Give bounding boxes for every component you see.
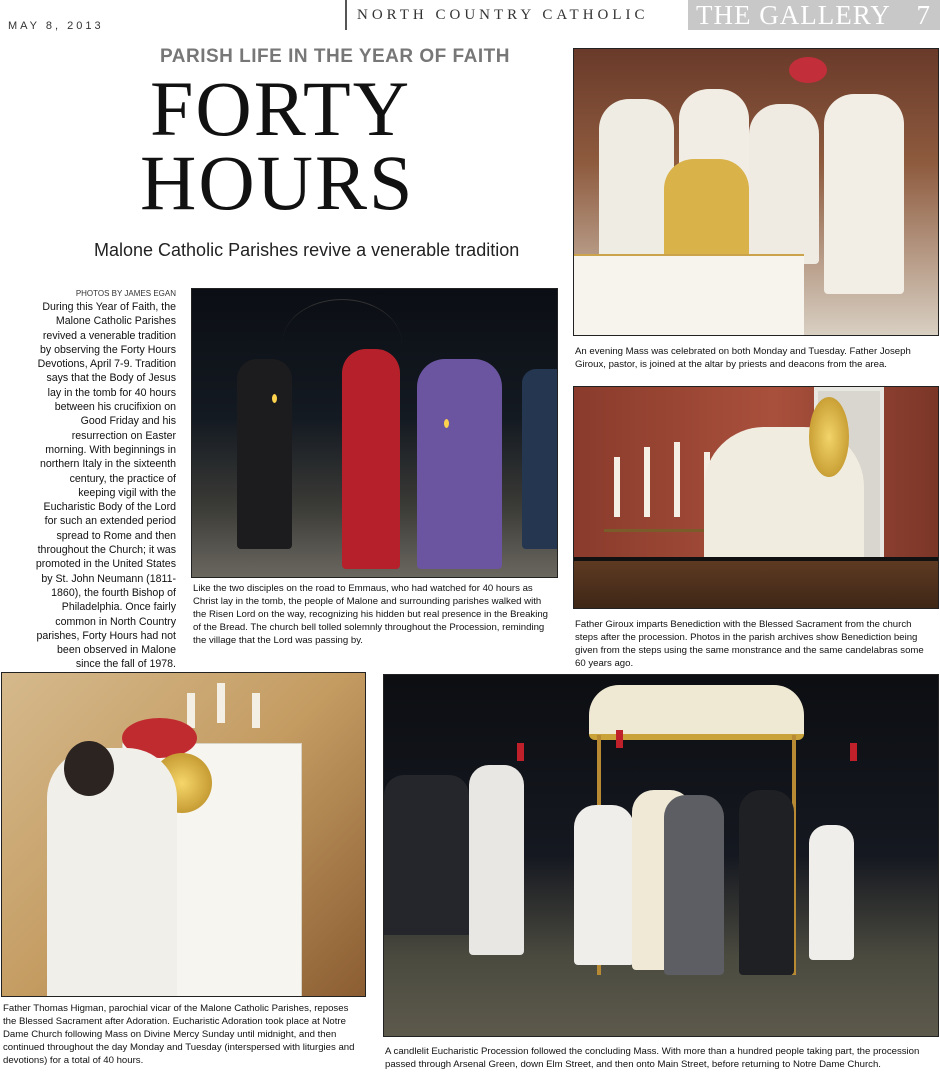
candle (252, 693, 260, 728)
section-banner (688, 0, 940, 30)
candle (187, 693, 195, 728)
photo-procession (383, 674, 939, 1037)
caption-reposition: Father Thomas Higman, parochial vicar of the Malone Catholic Parishes, reposes the Blessed Sacrament after Adoration. Eucharistic Adoration took place at Notre Dame Church following Mass on Divine Mercy Sunday until midnight, and then continued throughout the day Monday and Tuesday (interspersed with liturgies and devotions) for a total of 40 hours. (3, 1003, 355, 1066)
candle (217, 683, 225, 723)
walker (342, 349, 400, 569)
monstrance (809, 397, 849, 477)
caption-procession: A candlelit Eucharistic Procession followed the concluding Mass. With more than a hundred people taking part, the procession passed through Arsenal Green, down Elm Street, and then onto Main Street, before returning to Notre Dame Church. (385, 1046, 920, 1070)
candle (674, 442, 680, 517)
publication-name: NORTH COUNTRY CATHOLIC (345, 0, 685, 30)
candle (614, 457, 620, 517)
headline-line-2: HOURS (140, 139, 415, 226)
server (469, 765, 524, 955)
article-kicker: PARISH LIFE IN THE YEAR OF FAITH (160, 46, 510, 67)
priest (47, 748, 177, 997)
candle-flame (444, 419, 449, 428)
walker (417, 359, 502, 569)
article-body: During this Year of Faith, the Malone Catholic Parishes revived a venerable tradition by observing the Forty Hours Devotions, April 7-9. Tradition says that the Body of Jesus lay in the tomb for 40 hours between his crucifixion on Good Friday and his resurrection on Easter morning. With beginnings in northern Italy in the sixteenth century, the practice of keeping vigil with the Eucharistic Body of the Lord for such an extended period spread to Rome and then throughout the Church; it was promoted in the United States by St. John Neumann (1811-1860), the fourth Bishop of Philadelphia. Once fairly common in North Country parishes, Forty Hours had not been observed in Malone since the fall of 1978. (35, 301, 176, 671)
caption-candle-walk: Like the two disciples on the road to Emmaus, who had watched for 40 hours as Christ lay in the tomb, the people of Malone and surrounding parishes walked with the Risen Lord on the way, recognizing his hidden but real presence in the Breaking of the Bread. The church bell tolled solemnly throughout the Procession, reminding the village that the Lord was passing by. (193, 583, 549, 646)
page-number: 7 (916, 0, 930, 30)
headline-line-1: FORTY (150, 65, 412, 152)
section-title: THE GALLERY (696, 0, 891, 30)
article-subtitle: Malone Catholic Parishes revive a venerable tradition (94, 240, 520, 260)
priest (824, 94, 904, 294)
altar (574, 254, 804, 336)
photo-reposition (1, 672, 366, 997)
priest (749, 104, 819, 264)
crowd (384, 775, 469, 935)
photo-candle-walk (191, 288, 558, 578)
acolyte-candle (616, 730, 623, 748)
photo-credit: PHOTOS BY JAMES EGAN (75, 289, 176, 298)
canopy-bearer (664, 795, 724, 975)
priest (599, 99, 674, 259)
caption-benediction: Father Giroux imparts Benediction with the Blessed Sacrament from the church steps after the procession. Photos in the parish archives show Benediction being given from the steps using the same monstrance and the same candelabras some 60 years ago. (575, 619, 924, 669)
walker (522, 369, 558, 549)
walker (237, 359, 292, 549)
caption-evening-mass: An evening Mass was celebrated on both Monday and Tuesday. Father Joseph Giroux, pastor, is joined at the altar by priests and deacons from the area. (575, 346, 911, 370)
candle (644, 447, 650, 517)
photo-benediction (573, 386, 939, 609)
photo-evening-mass (573, 48, 939, 336)
canopy-bearer (739, 790, 794, 975)
flowers (789, 57, 827, 83)
issue-date: MAY 8, 2013 (8, 20, 104, 32)
candle-flame (272, 394, 277, 403)
server (809, 825, 854, 960)
server (574, 805, 634, 965)
priest-head (64, 741, 114, 796)
acolyte-candle (517, 743, 524, 761)
acolyte-candle (850, 743, 857, 761)
railing (574, 557, 939, 609)
